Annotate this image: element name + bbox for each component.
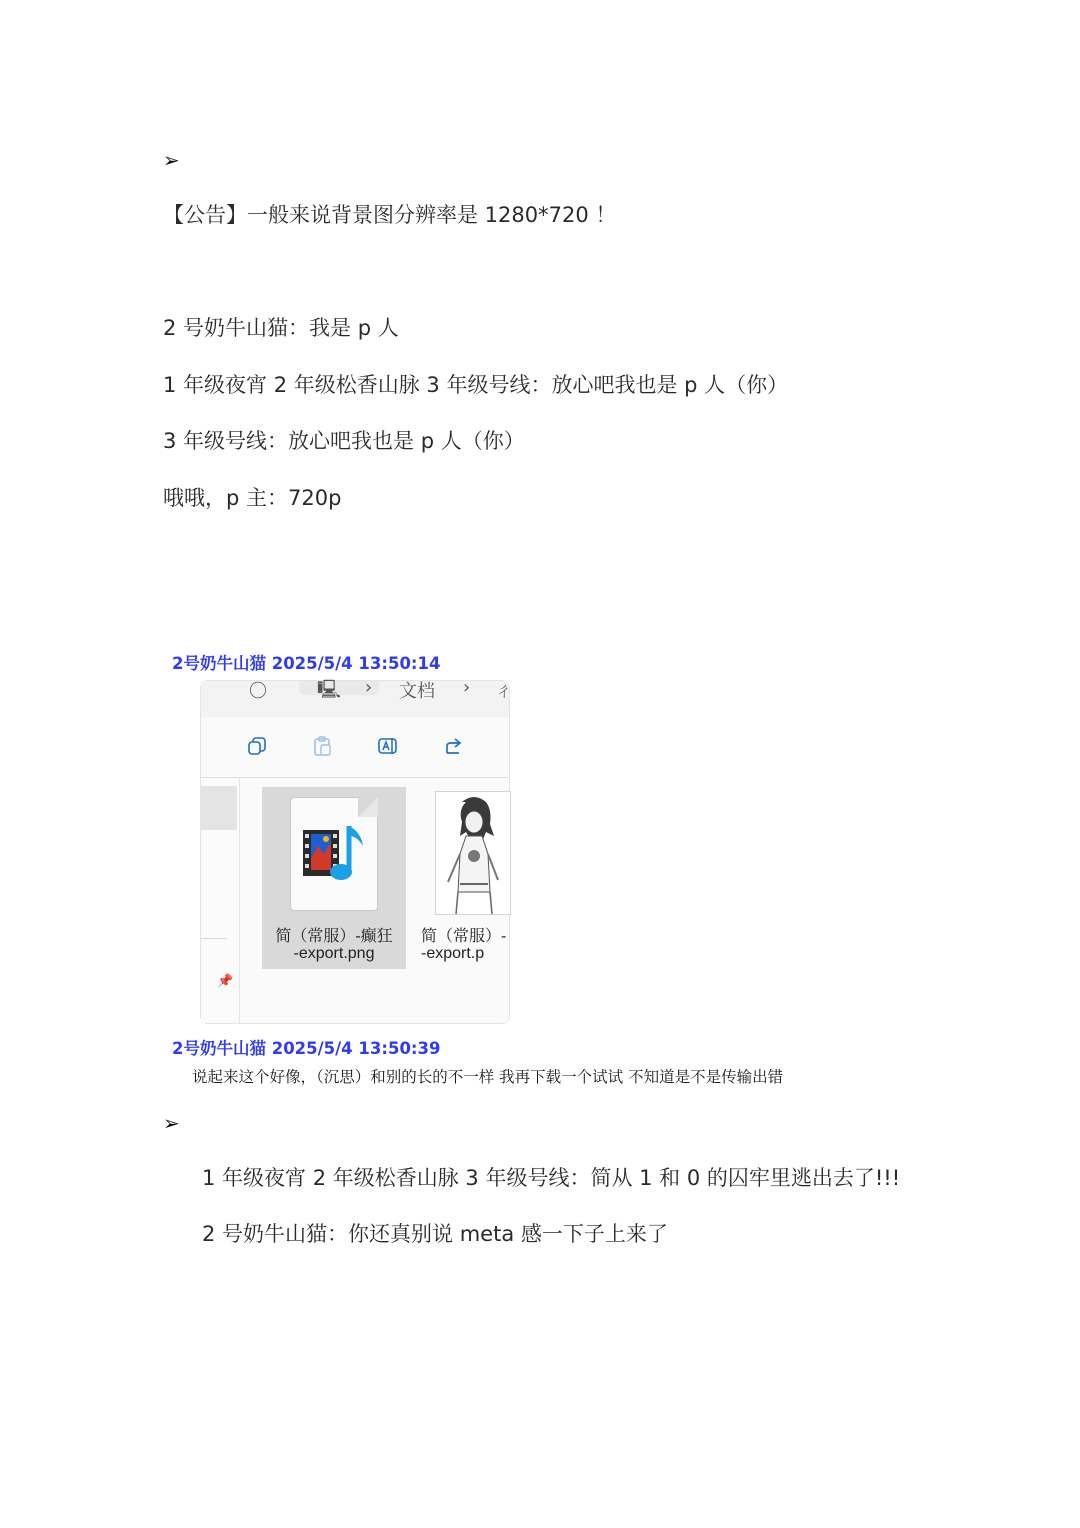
bullet-marker-2: ➢ — [163, 1111, 180, 1135]
share-icon[interactable] — [443, 735, 465, 757]
refresh-icon[interactable]: 〇 — [249, 681, 267, 702]
explorer-toolbar — [201, 717, 509, 778]
chat-line-3: 3 年级号线：放心吧我也是 p 人（你） — [163, 429, 525, 453]
chat-message: 说起来这个好像，（沉思）和别的长的不一样 我再下载一个试试 不知道是不是传输出错 — [192, 1068, 784, 1086]
file-name-line1: 简（常服）- — [421, 928, 507, 945]
file-name-line2: -export.png — [293, 945, 375, 962]
chevron-right-icon: › — [365, 677, 373, 698]
computer-icon[interactable]: 🖳 — [317, 679, 342, 700]
breadcrumb-folder[interactable]: ㄔ — [495, 681, 513, 702]
bullet-marker-1: ➢ — [163, 148, 180, 172]
nav-divider — [201, 938, 227, 939]
chat-timestamp-2: 2号奶牛山猫 2025/5/4 13:50:39 — [172, 1039, 441, 1058]
chat-line-6: 2 号奶牛山猫：你还真别说 meta 感一下子上来了 — [202, 1222, 668, 1246]
breadcrumb-documents[interactable]: 文档 — [399, 681, 435, 702]
rename-icon[interactable] — [377, 735, 399, 757]
nav-selected-item[interactable] — [201, 786, 237, 830]
explorer-address-bar — [201, 677, 513, 718]
file-name-line1: 简（常服）-癫狂 — [275, 928, 393, 945]
navigation-pane — [201, 778, 240, 1023]
chat-line-4: 哦哦，p 主：720p — [163, 486, 342, 510]
video-audio-file-icon — [290, 797, 378, 911]
announcement-text: 【公告】一般来说背景图分辨率是 1280*720 ！ — [163, 203, 617, 227]
chat-line-2: 1 年级夜宵 2 年级松香山脉 3 年级号线：放心吧我也是 p 人（你） — [163, 373, 789, 397]
file-tile-selected[interactable] — [262, 787, 406, 969]
image-thumbnail — [435, 791, 511, 915]
paste-icon[interactable] — [311, 735, 333, 757]
embedded-chat-screenshot — [172, 648, 852, 1088]
pin-icon[interactable]: 📌 — [217, 974, 234, 989]
copy-icon[interactable] — [246, 735, 268, 757]
chat-timestamp-1: 2号奶牛山猫 2025/5/4 13:50:14 — [172, 654, 441, 673]
chat-line-5: 1 年级夜宵 2 年级松香山脉 3 年级号线：简从 1 和 0 的囚牢里逃出去了!!! — [202, 1166, 901, 1190]
chevron-right-icon: › — [463, 677, 471, 698]
file-name-line2: -export.p — [421, 945, 485, 962]
file-explorer-window — [200, 677, 513, 1024]
file-tile[interactable] — [421, 787, 513, 969]
chat-line-1: 2 号奶牛山猫：我是 p 人 — [163, 316, 399, 340]
